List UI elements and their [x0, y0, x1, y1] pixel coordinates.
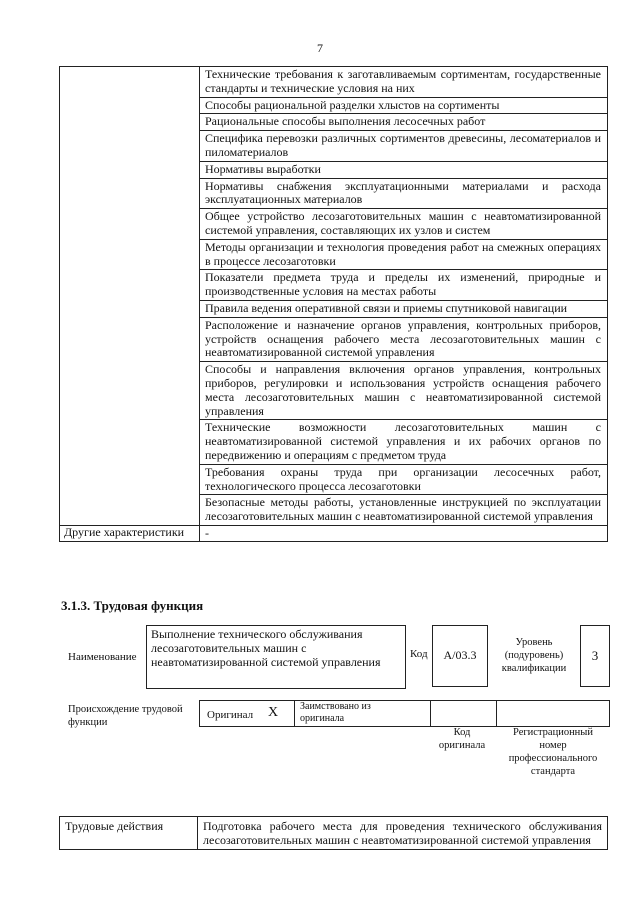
reg-number-caption: Регистрационный номер профессионального стандарта	[508, 727, 598, 777]
other-characteristics-label: Другие характеристики	[60, 525, 200, 541]
requirement-item: Способы и направления включения органов управления, контрольных приборов, регулировки и использования устройств оснащения рабочего места лесозаготовительных машин с неавтоматизированной системой управления	[200, 362, 607, 420]
labor-actions-value: Подготовка рабочего места для проведения технического обслуживания лесозаготовительных машин с неавтоматизированной системой управления	[198, 817, 608, 850]
original-mark: X	[268, 705, 279, 720]
requirements-list	[200, 67, 608, 526]
requirements-row-group	[60, 67, 608, 526]
code-label: Код	[410, 648, 428, 660]
divider	[294, 701, 295, 726]
requirement-item: Требования охраны труда при организации лесосечных работ, технологического процесса лесозаготовки	[200, 465, 607, 496]
requirements-table	[59, 66, 608, 542]
page-number: 7	[317, 41, 323, 55]
level-value: 3	[591, 648, 599, 663]
labor-actions-label: Трудовые действия	[60, 817, 198, 850]
code-value: А/03.3	[443, 648, 477, 662]
code-original-caption: Код оригинала	[438, 727, 486, 751]
requirement-item: Нормативы выработки	[200, 162, 607, 179]
requirement-item: Специфика перевозки различных сортиментов древесины, лесоматериалов и пиломатериалов	[200, 131, 607, 162]
level-label: Уровень (подуровень) квалификации	[501, 637, 567, 674]
requirement-item: Безопасные методы работы, установленные инструкцией по эксплуатации лесозаготовительных машин с неавтоматизированной системой управления	[205, 495, 601, 524]
origin-table	[199, 700, 610, 727]
level-box	[580, 625, 610, 687]
requirement-item: Расположение и назначение органов управления, контрольных приборов, устройств оснащения рабочего места лесозаготовительных машин с неавтоматизированной системой управления	[200, 318, 607, 362]
name-label: Наименование	[68, 651, 137, 663]
requirement-item: Методы организации и технология проведения работ на смежных операциях в процессе лесозаготовки	[200, 240, 607, 271]
code-box	[432, 625, 488, 687]
requirement-item: Технические возможности лесозаготовительных машин с неавтоматизированной системой управления и их рабочих органов по передвижению и операциям с предметом труда	[200, 420, 607, 464]
requirement-item: Технические требования к заготавливаемым сортиментам, государственные стандарты и технические условия на них	[200, 67, 607, 98]
function-name-value: Выполнение технического обслуживания лесозаготовительных машин с неавтоматизированной системой управления	[151, 627, 381, 669]
divider	[496, 701, 497, 726]
labor-actions-row	[60, 817, 608, 850]
other-characteristics-row	[60, 525, 608, 541]
requirement-item: Рациональные способы выполнения лесосечных работ	[200, 114, 607, 131]
requirement-item: Нормативы снабжения эксплуатационными материалами и расхода эксплуатационных материалов	[200, 179, 607, 210]
original-label: Оригинал	[207, 709, 254, 721]
requirement-item: Показатели предмета труда и пределы их изменений, природные и производственные условия на местах работы	[200, 270, 607, 301]
function-name-box	[146, 625, 406, 689]
divider	[430, 701, 431, 726]
origin-label: Происхождение трудовой функции	[68, 704, 183, 728]
requirement-item: Общее устройство лесозаготовительных машин с неавтоматизированной системой управления, составляющих их узлов и систем	[200, 209, 607, 240]
requirement-item: Правила ведения оперативной связи и приемы спутниковой навигации	[200, 301, 607, 318]
requirement-item: Способы рациональной разделки хлыстов на сортименты	[200, 98, 607, 115]
labor-actions-table	[59, 816, 608, 850]
requirements-left-cell	[60, 67, 200, 526]
section-heading: 3.1.3. Трудовая функция	[61, 598, 204, 613]
borrowed-label: Заимствовано из оригинала	[300, 701, 371, 724]
other-characteristics-value: -	[200, 525, 608, 541]
